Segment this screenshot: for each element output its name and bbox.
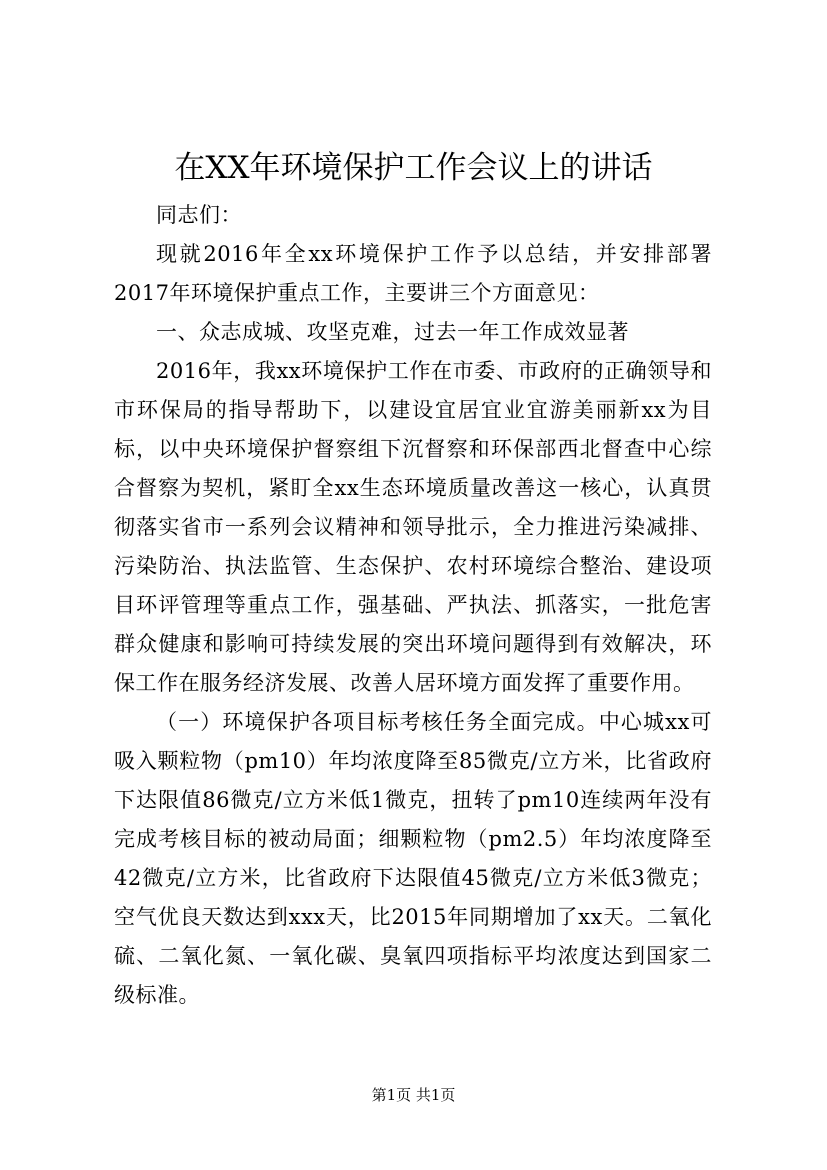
section-heading: 一、众志成城、攻坚克难，过去一年工作成效显著 [156,320,629,344]
document-title: 在XX年环境保护工作会议上的讲话 [174,150,653,186]
document-body [114,196,712,1015]
body-paragraph: 2016年，我xx环境保护工作在市委、市政府的正确领导和市环保局的指导帮助下，以建设宜居宜业宜游美丽新xx为目标，以中央环境保护督察组下沉督察和环保部西北督查中心综合督察为契机，紧盯全xx生态环境质量改善这一核心，认真贯彻落实省市一系列会议精神和领导批示，全力推进污染减排、污染防治、执法监管、生态保护、农村环境综合整治、建设项目环评管理等重点工作，强基础、严执法、抓落实，一批危害群众健康和影响可持续发展的突出环境问题得到有效解决，环保工作在服务经济发展、改善人居环境方面发挥了重要作用。 [114,359,712,695]
intro-paragraph: 现就2016年全xx环境保护工作予以总结，并安排部署2017年环境保护重点工作，主要讲三个方面意见： [114,242,712,305]
body-paragraph: （一）环境保护各项目标考核任务全面完成。中心城xx可吸入颗粒物（pm10）年均浓度降至85微克/立方米，比省政府下达限值86微克/立方米低1微克，扭转了pm10连续两年没有完成考核目标的被动局面；细颗粒物（pm2.5）年均浓度降至42微克/立方米，比省政府下达限值45微克/立方米低3微克；空气优良天数达到xxx天，比2015年同期增加了xx天。二氧化硫、二氧化氮、一氧化碳、臭氧四项指标平均浓度达到国家二级标准。 [114,710,712,1007]
salutation: 同志们： [156,203,242,227]
page-footer: 第1页 共1页 [371,1086,456,1104]
